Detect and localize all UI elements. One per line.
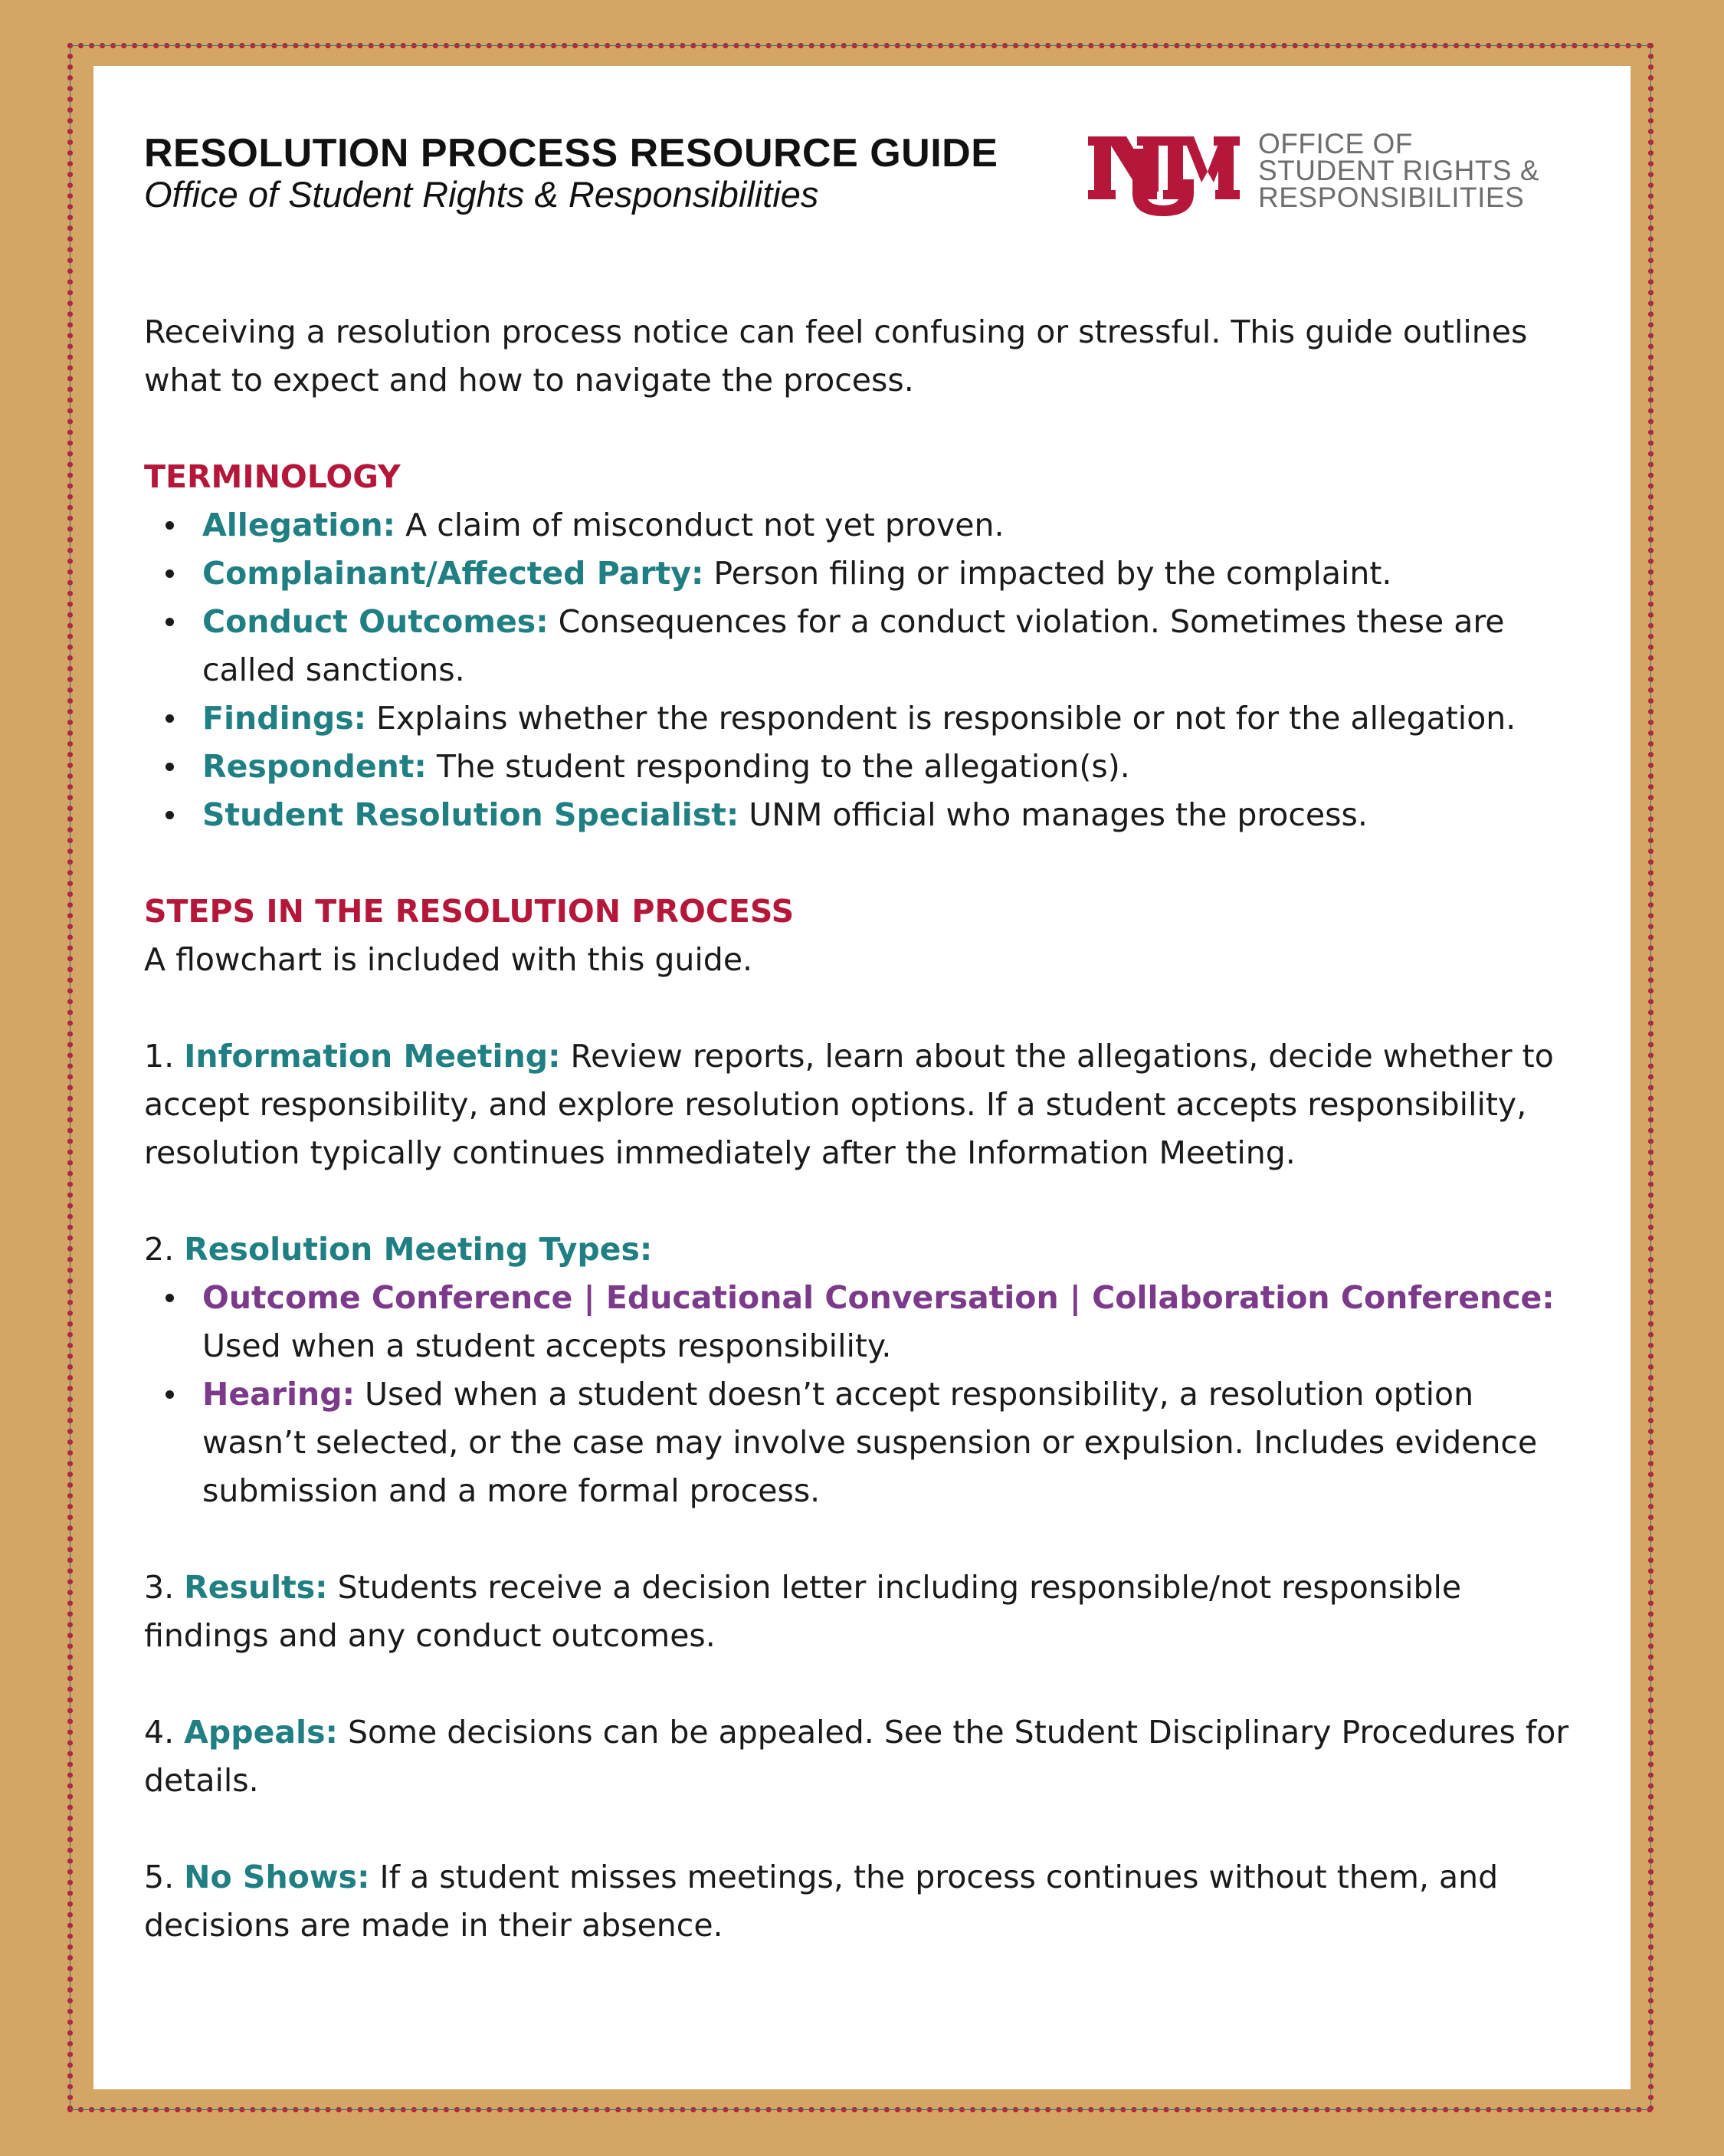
list-item: [144, 743, 1585, 791]
document-body: [144, 308, 1585, 1950]
step-text: If a student misses meetings, the process continues without them, and decisions are made in their absence.: [144, 1859, 1499, 1944]
term-label: Complainant/Affected Party:: [202, 555, 704, 592]
unm-logo-icon: [1087, 126, 1240, 219]
step-number: 3.: [144, 1569, 185, 1606]
terminology-list: [144, 501, 1585, 839]
intro-paragraph: Receiving a resolution process notice can feel confusing or stressful. This guide outlines what to expect and how to navigate the process.: [144, 313, 1528, 399]
term-definition: Consequences for a conduct violation. Sometimes these are called sanctions.: [202, 603, 1505, 688]
term-label: Conduct Outcomes:: [202, 603, 549, 640]
meeting-type-label: Outcome Conference | Educational Conversation | Collaboration Conference:: [202, 1279, 1555, 1316]
meeting-types-list: [144, 1274, 1585, 1515]
office-name-line: RESPONSIBILITIES: [1258, 182, 1525, 213]
list-item: [144, 791, 1585, 839]
office-name-line: STUDENT RIGHTS &: [1258, 155, 1540, 186]
step-text: Students receive a decision letter including responsible/not responsible findings and any conduct outcomes.: [144, 1569, 1462, 1654]
step-3: [144, 1564, 1585, 1660]
step-1: [144, 1032, 1585, 1177]
office-name-line: OFFICE OF: [1258, 128, 1413, 159]
term-definition: The student responding to the allegation(s).: [426, 748, 1130, 785]
step-5: [144, 1853, 1585, 1950]
step-title: Information Meeting:: [184, 1038, 561, 1075]
list-item: [144, 550, 1585, 598]
step-title: Results:: [184, 1569, 328, 1606]
document-page: [93, 66, 1631, 2089]
term-label: Allegation:: [202, 507, 396, 543]
terminology-heading: TERMINOLOGY: [144, 458, 401, 495]
list-item: [144, 598, 1585, 694]
term-definition: Explains whether the respondent is responsible or not for the allegation.: [366, 700, 1516, 737]
office-name: [1258, 130, 1539, 211]
term-label: Respondent:: [202, 748, 427, 785]
list-item: [144, 694, 1585, 743]
page-subtitle: Office of Student Rights & Responsibilities: [144, 174, 819, 215]
list-item: [144, 1274, 1585, 1370]
step-number: 1.: [144, 1038, 185, 1075]
step-text: Some decisions can be appealed. See the Student Disciplinary Procedures for details.: [144, 1714, 1569, 1799]
term-definition: A claim of misconduct not yet proven.: [395, 507, 1005, 543]
step-number: 2.: [144, 1231, 185, 1268]
term-definition: UNM official who manages the process.: [739, 796, 1368, 833]
meeting-type-text: Used when a student doesn’t accept responsibility, a resolution option wasn’t selected, or the case may involve suspension or expulsion. Includes evidence submission and a more formal process.: [202, 1376, 1538, 1509]
term-label: Student Resolution Specialist:: [202, 796, 739, 833]
step-2: [144, 1226, 1585, 1274]
term-definition: Person filing or impacted by the complaint.: [703, 555, 1392, 592]
steps-heading: STEPS IN THE RESOLUTION PROCESS: [144, 893, 795, 930]
step-title: Appeals:: [184, 1714, 338, 1751]
term-label: Findings:: [202, 700, 366, 737]
step-4: [144, 1708, 1585, 1805]
step-number: 5.: [144, 1859, 185, 1895]
list-item: [144, 1370, 1585, 1515]
step-title: Resolution Meeting Types:: [184, 1231, 653, 1268]
step-title: No Shows:: [184, 1859, 370, 1895]
steps-intro: A flowchart is included with this guide.: [144, 941, 753, 978]
step-text: Review reports, learn about the allegations, decide whether to accept responsibility, and explore resolution options. If a student accepts responsibility, resolution typically continues immediately after the Information Meeting.: [144, 1038, 1554, 1171]
meeting-type-label: Hearing:: [202, 1376, 355, 1413]
meeting-type-text: Used when a student accepts responsibility.: [202, 1327, 892, 1364]
step-number: 4.: [144, 1714, 185, 1751]
list-item: [144, 501, 1585, 550]
page-title: RESOLUTION PROCESS RESOURCE GUIDE: [144, 131, 998, 176]
